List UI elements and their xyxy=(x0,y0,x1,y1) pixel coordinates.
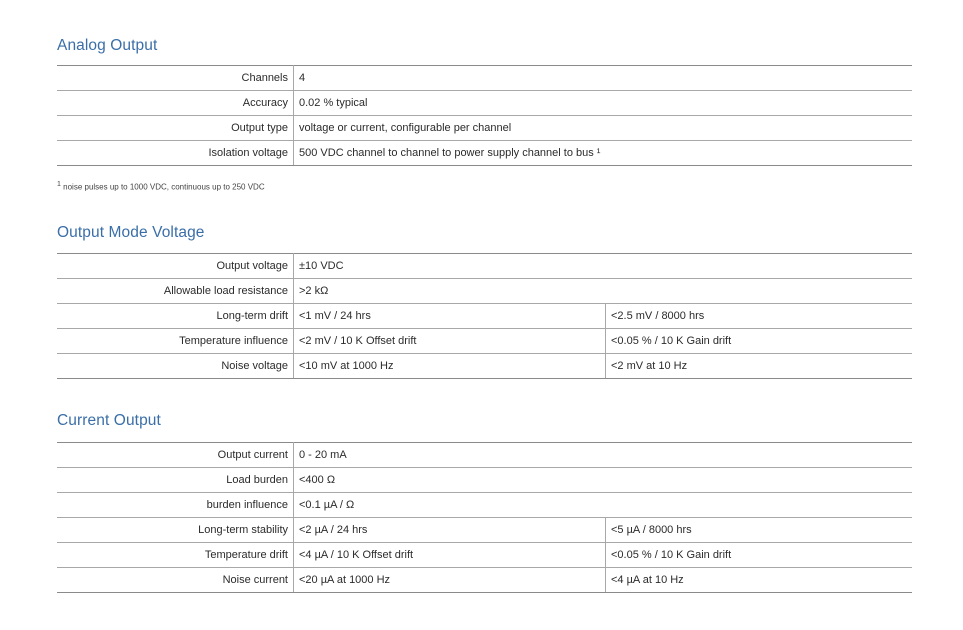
current-output-table xyxy=(57,442,912,593)
row-value-secondary: <4 µA at 10 Hz xyxy=(606,568,913,593)
section-title-analog-output: Analog Output xyxy=(57,37,158,54)
footnote-text: noise pulses up to 1000 VDC, continuous up to 250 VDC xyxy=(63,182,265,192)
table-row xyxy=(57,543,912,568)
row-label: Temperature drift xyxy=(57,543,294,568)
analog-output-table xyxy=(57,65,912,166)
table-row xyxy=(57,279,912,304)
row-label: Output type xyxy=(57,116,294,141)
row-value: 500 VDC channel to channel to power supply channel to bus ¹ xyxy=(294,141,913,166)
table-row xyxy=(57,116,912,141)
row-value: <4 µA / 10 K Offset drift xyxy=(294,543,606,568)
row-value: <2 mV / 10 K Offset drift xyxy=(294,329,606,354)
row-label: Temperature influence xyxy=(57,329,294,354)
row-value: >2 kΩ xyxy=(294,279,913,304)
row-value: ±10 VDC xyxy=(294,254,913,279)
row-label: Accuracy xyxy=(57,91,294,116)
row-label: Long-term drift xyxy=(57,304,294,329)
row-value-secondary: <2 mV at 10 Hz xyxy=(606,354,913,379)
row-label: Noise voltage xyxy=(57,354,294,379)
table-row xyxy=(57,443,912,468)
section-title-current-output: Current Output xyxy=(57,412,161,429)
row-label: Output voltage xyxy=(57,254,294,279)
row-value-secondary: <2.5 mV / 8000 hrs xyxy=(606,304,913,329)
table-row xyxy=(57,568,912,593)
row-value: <10 mV at 1000 Hz xyxy=(294,354,606,379)
row-label: Noise current xyxy=(57,568,294,593)
row-label: Isolation voltage xyxy=(57,141,294,166)
table-row xyxy=(57,141,912,166)
row-label: Allowable load resistance xyxy=(57,279,294,304)
row-value-secondary: <0.05 % / 10 K Gain drift xyxy=(606,329,913,354)
row-label: Load burden xyxy=(57,468,294,493)
footnote xyxy=(57,181,265,192)
table-row xyxy=(57,329,912,354)
table-row xyxy=(57,66,912,91)
row-label: Channels xyxy=(57,66,294,91)
row-value: 0.02 % typical xyxy=(294,91,913,116)
table-row xyxy=(57,518,912,543)
section-title-output-mode-voltage: Output Mode Voltage xyxy=(57,224,205,241)
table-row xyxy=(57,91,912,116)
row-label: burden influence xyxy=(57,493,294,518)
row-value-secondary: <5 µA / 8000 hrs xyxy=(606,518,913,543)
table-row xyxy=(57,254,912,279)
footnote-marker: 1 xyxy=(57,181,61,188)
row-value: <400 Ω xyxy=(294,468,913,493)
row-label: Long-term stability xyxy=(57,518,294,543)
row-value: <1 mV / 24 hrs xyxy=(294,304,606,329)
table-row xyxy=(57,468,912,493)
row-label: Output current xyxy=(57,443,294,468)
row-value: <20 µA at 1000 Hz xyxy=(294,568,606,593)
row-value: <2 µA / 24 hrs xyxy=(294,518,606,543)
row-value-secondary: <0.05 % / 10 K Gain drift xyxy=(606,543,913,568)
row-value: voltage or current, configurable per channel xyxy=(294,116,913,141)
output-mode-voltage-table xyxy=(57,253,912,379)
row-value: <0.1 µA / Ω xyxy=(294,493,913,518)
table-row xyxy=(57,354,912,379)
row-value: 4 xyxy=(294,66,913,91)
table-row xyxy=(57,304,912,329)
table-row xyxy=(57,493,912,518)
row-value: 0 - 20 mA xyxy=(294,443,913,468)
